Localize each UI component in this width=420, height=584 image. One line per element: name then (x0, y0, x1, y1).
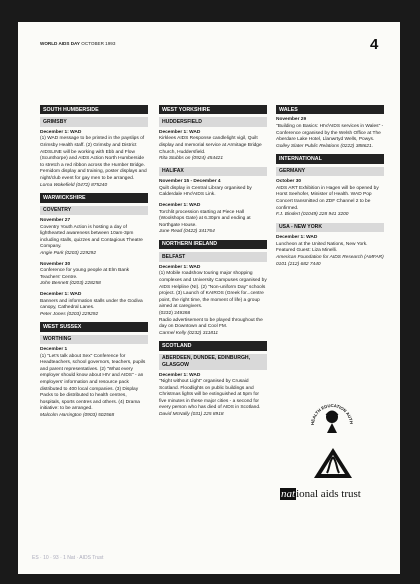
city-heading: GRIMSBY (40, 117, 148, 126)
event-contact: Carmel Kelly (0232) 311811 (159, 330, 219, 336)
city-heading: COVENTRY (40, 206, 148, 215)
column-3 (276, 105, 384, 272)
archive-stamp: ES · 10 · 93 · 1 Nat · AIDS Trust (32, 555, 104, 561)
hea-logo-text: HEALTH EDUCATION AUTH (309, 402, 355, 426)
event-contact: American Foundation for AIDS Research (AMFAR) 0101 (212) 682 7440 (276, 254, 384, 267)
event-entry (40, 262, 148, 288)
event-entry (40, 130, 148, 189)
region-heading: INTERNATIONAL (276, 154, 384, 163)
event-contact: Lorna Wakefield (0472) 875240 (40, 182, 108, 188)
event-contact: June Read (0422) 341764 (159, 229, 215, 235)
region-heading: WEST YORKSHIRE (159, 105, 267, 114)
event-date: November 30 (40, 261, 71, 267)
document-page (18, 22, 400, 574)
city-heading: BELFAST (159, 252, 267, 261)
event-entry (40, 292, 148, 318)
city-heading: HALIFAX (159, 167, 267, 176)
page-number: 4 (370, 36, 379, 53)
event-entry (276, 235, 384, 268)
event-description: "Night without Light" organised by Crusaid Scotland. Floodlights on public buildings and Christmas lights will be extinguished at 5pm for five minutes in these major cities - a second for every person who has died of AIDS in Scotland. (159, 379, 261, 411)
trust-logo-text: ional aids trust (296, 488, 361, 500)
trust-logo-boxed-text: nat (281, 488, 296, 500)
event-contact: Peter Jones (0203) 229292 (40, 311, 99, 317)
event-date: December 1: WAD (159, 372, 201, 378)
event-contact: Malcolm Harrington (0903) 502568 (40, 413, 115, 419)
event-description: Torchlit procession starting at Piece Hall (Woolshops Gate) at 6.30pm and ending at Northgate House. (159, 209, 251, 228)
event-contact: John Bennett (0203) 228258 (40, 281, 101, 287)
event-date: December 1 (40, 347, 68, 353)
event-description: (1) Mobile roadshow touring major shopping complexes and University Campuses organised by AIDS Helpline (NI). (2) "Non-uniform Day" schools project. (3) Launch of KAIROS (Greek for...centre point, the right time, the moment of life) a group aimed at caregivers. (159, 271, 267, 310)
event-contact: David McNally (031) 225 8918 (159, 412, 224, 418)
event-description: Conference for young people at Elm Bank Teachers' Centre. (40, 268, 130, 280)
event-date: November 27 (40, 217, 71, 223)
event-description: Coventry Youth Action is hosting a day of lighthearted awareness between 10am-3pm including stalls, quizzes and Contagious Theatre Company. (40, 224, 143, 250)
event-description: Luncheon at the United Nations, New York. Featured Guest: Liza Minelli. (276, 241, 368, 254)
region-heading: WEST SUSSEX (40, 322, 148, 331)
event-date: December 1: WAD (159, 202, 201, 208)
event-date: December 1: WAD (159, 264, 201, 270)
city-heading: GERMANY (276, 167, 384, 176)
event-description: (1) "Let's talk about Sex" Conference for Headteachers, school governors, teachers, pupils and parent representatives. (2) "What every employer should know about HIV and AIDS" - an employers' information and resource pack distributed to 400 local companies. (3) Display Packs to be distributed to health centres, hospitals, sports centres and others. (4) Drama initiative: to be arranged. (40, 353, 146, 412)
region-heading: NORTHERN IRELAND (159, 240, 267, 249)
ribbon-triangle-logo (312, 446, 354, 480)
event-description: (1) WAD message to be printed in the payslips of Grimsby Health staff. (2) Grimsby and District AIDSLINE will be working with Ebb and Flow (Scunthorpe) and AIDS Action North Humberside to stretch a red ribbon across the Humber Bridge. (40, 136, 146, 168)
event-date: November 15 - December 4 (159, 179, 221, 185)
event-entry (159, 179, 267, 199)
city-heading: WORTHING (40, 335, 148, 344)
event-contact: Angie Park (0203) 229292 (40, 250, 97, 256)
event-entry (159, 265, 267, 338)
event-entry (276, 117, 384, 150)
event-description: Femidom display and training, poster displays and night/club event for gay men to be arranged. (40, 169, 147, 181)
header-date: OCTOBER 1993 (81, 41, 116, 46)
event-entry (40, 347, 148, 420)
health-education-authority-logo (304, 395, 360, 441)
event-date: November 29 (276, 117, 307, 123)
event-description: Radio advertisement to be played throughout the day on Downtown and Cool FM. (159, 317, 263, 330)
city-heading: USA - NEW YORK (276, 223, 384, 232)
event-date: December 1: WAD (40, 129, 82, 135)
event-description: Banners and information stalls under the Godiva canopy, Cathedral Lanes. (40, 298, 143, 311)
event-entry (159, 130, 267, 163)
region-heading: SOUTH HUMBERSIDE (40, 105, 148, 114)
event-description: "Building on Basics: HIV/AIDS services in Wales" - Conference organised by the Welsh Office at The Aberdare Lake Hotel, Llanwrtyd Wells, Powys. (276, 124, 384, 143)
region-heading: SCOTLAND (159, 341, 267, 350)
city-heading: ABERDEEN, DUNDEE, EDINBURGH, GLASGOW (159, 354, 267, 370)
column-1 (40, 105, 148, 424)
event-description: AIDS ART Exhibition in Hagen will be opened by Horst Seehofer, Minister of Health. WAD Pop Concert transmitted on ZDF Channel 2 to be confirmed. (276, 185, 379, 211)
event-entry (159, 373, 267, 419)
event-contact: F.J. Bindert (01049) 228 941 3200 (276, 212, 349, 218)
event-contact: Rita Stubbs on (0924) 454421 (159, 156, 224, 162)
event-entry (159, 203, 267, 236)
event-description: (0232) 249268 (159, 310, 191, 316)
page-header (40, 41, 115, 46)
event-date: December 1: WAD (40, 291, 82, 297)
region-heading: WARWICKSHIRE (40, 193, 148, 202)
event-entry (276, 179, 384, 219)
city-heading: HUDDERSFIELD (159, 117, 267, 126)
event-entry (40, 218, 148, 258)
event-date: December 1: WAD (276, 235, 318, 241)
event-date: December 1: WAD (159, 129, 201, 135)
event-date: October 30 (276, 179, 302, 185)
event-description: Kirklees AIDS Response candlelight vigil, Quilt display and memorial service at Armitage Bridge Church, Huddersfield. (159, 136, 262, 155)
header-title: WORLD AIDS DAY (40, 41, 80, 46)
column-2 (159, 105, 267, 423)
national-aids-trust-logo (280, 488, 361, 500)
event-description: Quilt display in Central Library organised by Calderdale HIV/AIDS Link. (159, 185, 252, 198)
event-contact: Golley Slater Public Relations (0222) 388621. (276, 143, 374, 149)
region-heading: WALES (276, 105, 384, 114)
